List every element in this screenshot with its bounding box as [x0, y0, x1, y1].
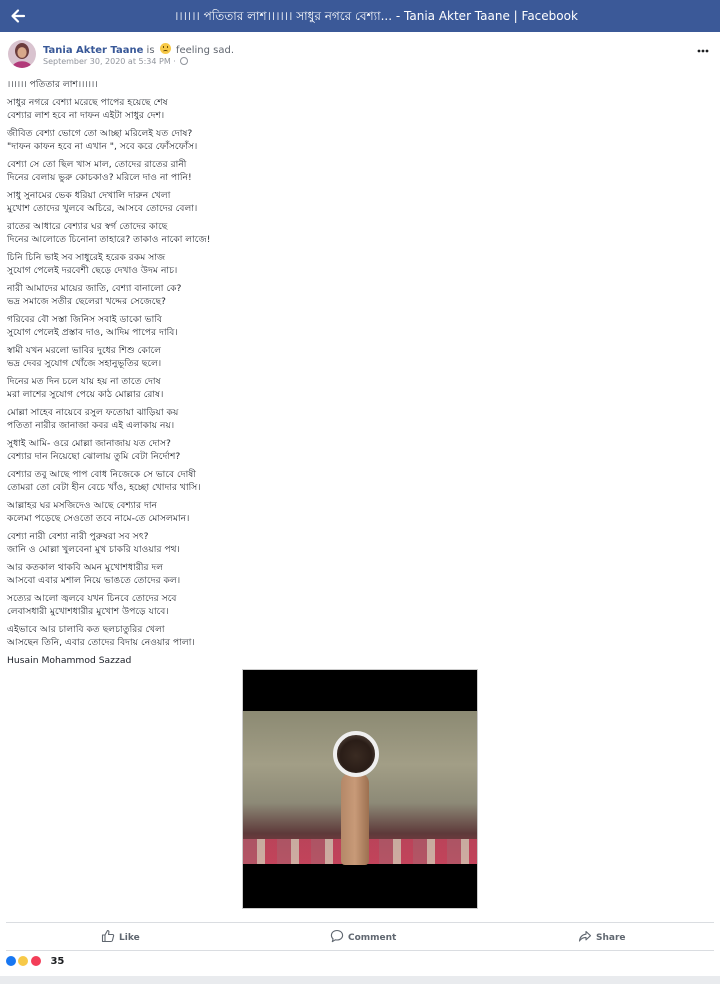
poem-stanza: [7, 530, 607, 556]
avatar[interactable]: [8, 40, 36, 68]
poem-stanza: [7, 96, 607, 122]
poem-stanza: [7, 127, 607, 153]
poem-line: জানি ও মোল্লা খুলবেনা মুখ চাকরি যাওয়ার পথ।: [7, 544, 180, 555]
poem-stanza: [7, 189, 607, 215]
reaction-count: 35: [50, 956, 65, 967]
love-reaction-icon: [30, 955, 42, 967]
poem-stanza: [7, 344, 607, 370]
share-label: Share: [596, 933, 626, 943]
author-name[interactable]: Tania Akter Taane: [43, 45, 144, 56]
poem-line: রাতের আধারে বেশ্যার ঘর স্বর্গ তোদের কাছে: [7, 221, 168, 232]
feed-bottom-strip: [0, 976, 720, 984]
privacy-globe-icon: [180, 57, 188, 65]
post-meta: [43, 57, 188, 67]
poem-stanza: [7, 406, 607, 432]
poem-stanza: [7, 220, 607, 246]
photo-scene: [243, 711, 477, 864]
poem-line: "দাফন কাফন হবে না এখান ", সবে করে ফোঁসফোঁস।: [7, 141, 198, 152]
poem-line: বেশ্যার লাশ হবে না দাফন এইটা সাধুর দেশ।: [7, 110, 165, 121]
comment-button[interactable]: [330, 929, 396, 945]
poem-stanza: [7, 251, 607, 277]
poem-line: সুযোগ পেলেই দরবেশী ছেড়ে দেখাও উদম নাচ।: [7, 265, 178, 276]
photo-hand: [341, 773, 369, 865]
top-app-bar: [0, 0, 720, 32]
sad-face-icon: [160, 43, 171, 54]
post-header: [0, 36, 720, 72]
poem-stanza: [7, 282, 607, 308]
poem-line: পতিতা নারীর জানাজা কবর এই এলাকায় নয়।: [7, 420, 175, 431]
like-button[interactable]: [101, 929, 140, 945]
poem-stanza: [7, 592, 607, 618]
poem-line: মুখোশ তোদের খুলবে অচিরে, আসবে তোদের বেলা।: [7, 203, 198, 214]
more-options-icon[interactable]: [696, 44, 710, 58]
divider-top: [6, 922, 714, 923]
post-actions: [0, 925, 720, 949]
poem-stanza: [7, 437, 607, 463]
poem-line: বেশ্যা সে তো ছিল খাস মাল, তোদের রাতের রানী: [7, 159, 187, 170]
poem-line: চিনি চিনি ভাই সব সাধুরেই হরেক রকম সাজ: [7, 252, 166, 263]
post-heading: ।।।।।। পতিতার লাশ।।।।।।: [7, 79, 98, 90]
divider-bottom: [6, 950, 714, 951]
poem-line: গরিবের বৌ সস্তা জিনিস সবাই ডাকো ভাবি: [7, 314, 163, 325]
post-photo[interactable]: [242, 669, 478, 909]
poem-stanza: [7, 313, 607, 339]
poem-stanza: [7, 623, 607, 649]
post-body: [7, 78, 607, 667]
sad-reaction-icon: [17, 955, 29, 967]
poem-line: বেশ্যার তবু আছে পাপ বোধ নিজেকে সে ভাবে দোষী: [7, 469, 196, 480]
post-timestamp[interactable]: September 30, 2020 at 5:34 PM ·: [43, 57, 176, 66]
poem-line: নারী আমাদের মায়ের জাতি, বেশ্যা বানালো কে?: [7, 283, 182, 294]
poem-stanza: [7, 499, 607, 525]
poem-stanza: [7, 468, 607, 494]
status-prefix: is: [146, 45, 155, 56]
poem-line: লেবাসধারী মুখোশধারীর মুখোশ উপড়ে যাবে।: [7, 606, 169, 617]
poem-line: তোমরা তো বেটা হীন বেচে খাঁও, হচ্ছো খোদার খাসি।: [7, 482, 201, 493]
poem-stanzas: [7, 96, 607, 649]
poem-line: সত্যের আলো জ্বলবে যখন চিনবে তোদের সবে: [7, 593, 177, 604]
comment-label: Comment: [348, 933, 397, 943]
poem-stanza: [7, 158, 607, 184]
like-label: Like: [119, 933, 140, 943]
author-line: [43, 43, 234, 57]
share-arrow-icon: [578, 929, 592, 943]
photo-mirror: [333, 731, 379, 777]
window-title: ।।।।।। পতিতার লাশ।।।।।। সাধুর নগরে বেশ্যা... - Tania Akter Taane | Facebook: [174, 9, 578, 23]
poem-line: দিনের বেলায় ভুরু কোচকাও? মরিলে দাও না পানি!: [7, 172, 192, 183]
poem-stanza: [7, 561, 607, 587]
poem-line: ভদ্র দেবর সুযোগ খোঁজে সহানুভূতির ছলে।: [7, 358, 162, 369]
poem-line: ভদ্র সমাজে সতীর ছেলেরা খদ্দের সেজেছে?: [7, 296, 166, 307]
poem-line: সুযোগ পেলেই প্রস্তাব দাও, আদিম পাপের দাবি।: [7, 327, 178, 338]
poem-line: সুধাই আমি- ওরে মোল্লা জানাজায় যত দোস?: [7, 438, 171, 449]
poem-line: স্বামী যখন মরলো ভাবির দুধের শিশু কোলে: [7, 345, 162, 356]
back-arrow-icon[interactable]: [8, 6, 28, 26]
poem-line: আল্লাহর ঘর মসজিদেও আছে বেশ্যার দান: [7, 500, 158, 511]
poem-line: দিনের মত দিন চলে যায় হয় না তাতে দোষ: [7, 376, 161, 387]
poem-line: বেশ্যার দান নিয়েছো ঝোলায় তুমি বেটা নির্দোশ?: [7, 451, 181, 462]
poem-line: দিনের আলোতে চিনোনা তাহারে? তাকাও নাকো লাজে!: [7, 234, 211, 245]
like-reaction-icon: [5, 955, 17, 967]
poem-line: মোল্লা সাহেব নায়েবে রসুল ফতোয়া ঝাড়িয়া কয়: [7, 407, 179, 418]
poem-stanza: [7, 375, 607, 401]
poem-line: আসছেন তিনি, এবার তোদের বিদায় নেওয়ার পালা।: [7, 637, 195, 648]
poem-line: আর কতকাল থাকবি অমন মুখোশধারীর দল: [7, 562, 164, 573]
poem-line: মরা লাশের সুযোগ পেয়ে কাঠ মোল্লার রোষ।: [7, 389, 164, 400]
poem-line: সাধুর নগরে বেশ্যা মরেছে পাপের হয়েছে শেষ: [7, 97, 168, 108]
feeling-text: feeling sad.: [175, 45, 235, 56]
poem-line: বেশ্যা নারী বেশ্যা নারী পুরুষরা সব সৎ?: [7, 531, 149, 542]
poem-line: আসবো এবার মশাল নিয়ে ভাঙতে তোদের কল।: [7, 575, 181, 586]
poem-line: কলেমা পড়েছে সেওতো তবে নামে-তে মোসলমান।: [7, 513, 190, 524]
poem-line: জীবিত বেশ্যা ভোগে তো আচ্ছা মরিলেই যত দোষ?: [7, 128, 193, 139]
comment-bubble-icon: [330, 929, 344, 943]
reactions-summary[interactable]: [5, 955, 64, 971]
share-button[interactable]: [578, 929, 626, 945]
post-signature: Husain Mohammod Sazzad: [7, 655, 132, 666]
poem-line: সাধু সুনামের ভেক ধরিয়া দেখালি দারুন খেলা: [7, 190, 171, 201]
thumbs-up-icon: [101, 929, 115, 943]
poem-line: এইভাবে আর চালাবি কত ছলচাতুরির খেলা: [7, 624, 165, 635]
